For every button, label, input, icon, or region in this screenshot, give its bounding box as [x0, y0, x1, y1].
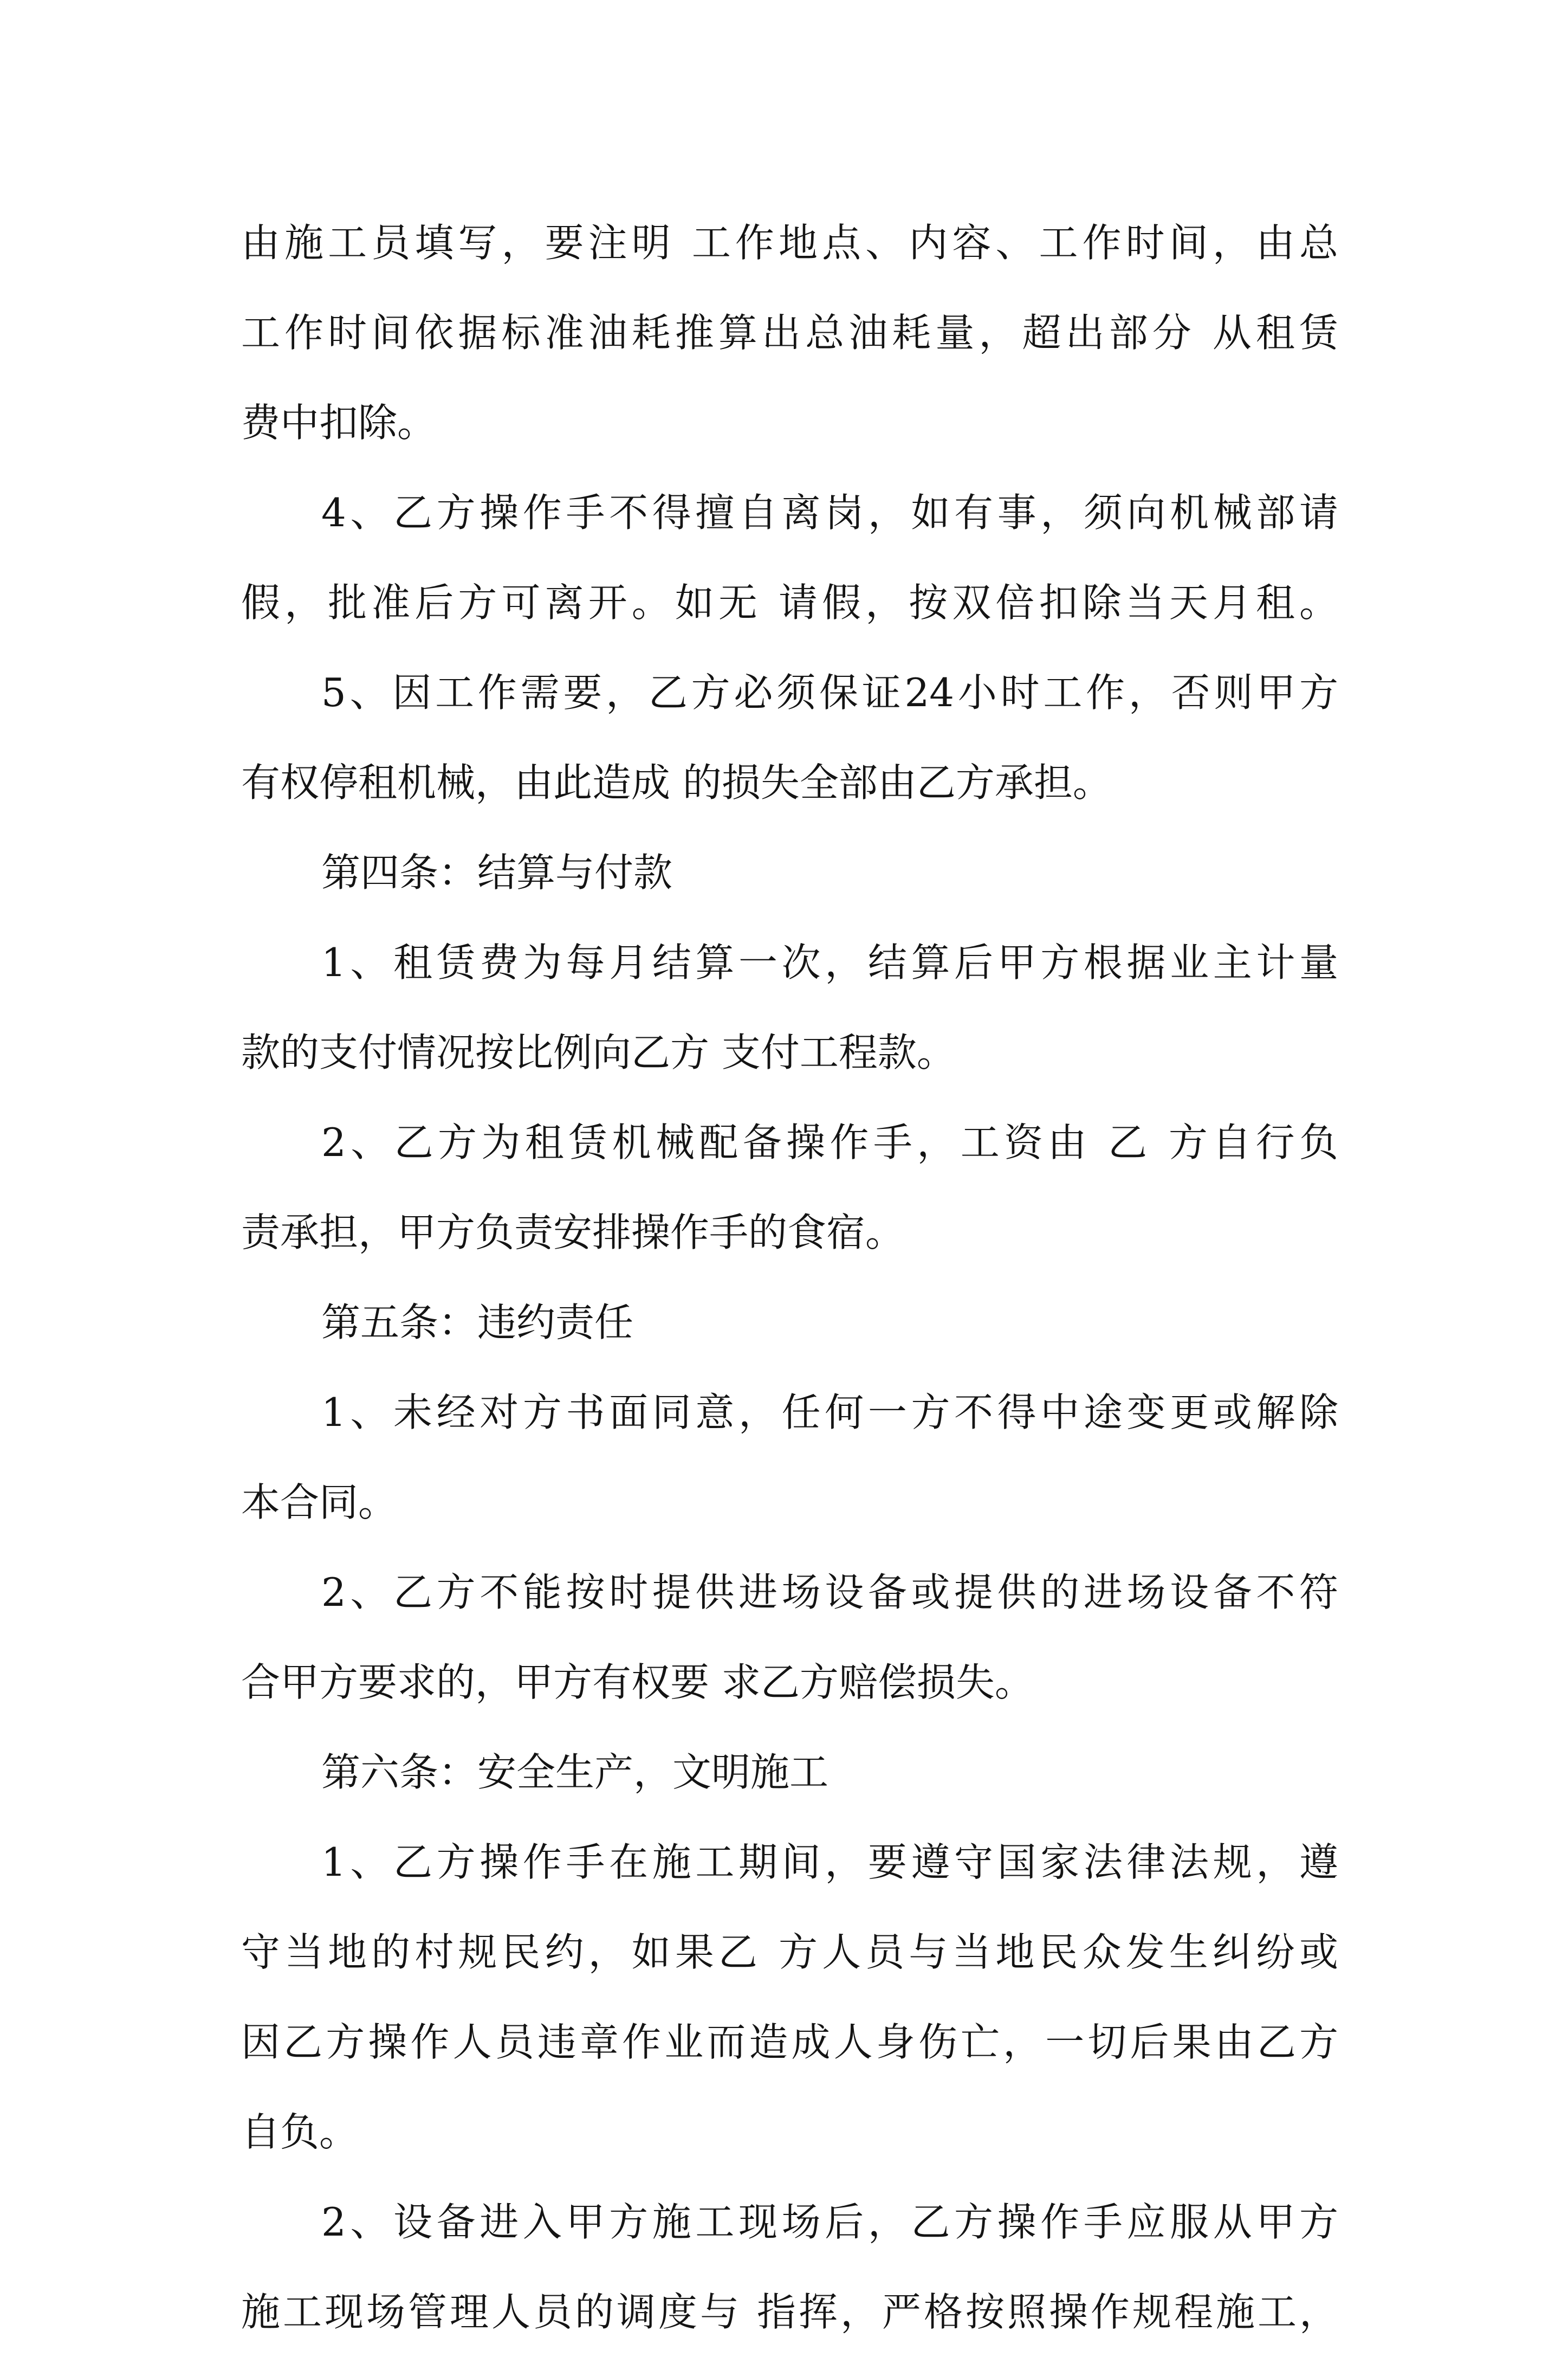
text-line: 合甲方要求的，甲方有权要 求乙方赔偿损失。: [241, 1659, 1034, 1705]
text-line: 5、因工作需要，乙方必须保证24小时工作，否则甲方: [321, 670, 1338, 715]
text-line: 责承担，甲方负责安排操作手的食宿。: [241, 1210, 905, 1255]
text-line: 工作时间依据标准油耗推算出总油耗量，超出部分 从租赁: [241, 310, 1338, 356]
text-line: 2、乙方不能按时提供进场设备或提供的进场设备不符: [321, 1570, 1338, 1615]
text-line: 1、未经对方书面同意，任何一方不得中途变更或解除: [321, 1390, 1338, 1435]
text-line: 因乙方操作人员违章作业而造成人身伤亡，一切后果由乙方: [241, 2019, 1338, 2065]
text-line: 4、乙方操作手不得擅自离岗，如有事，须向机械部请: [321, 490, 1338, 535]
text-line: 施工现场管理人员的调度与 指挥，严格按照操作规程施工，: [241, 2289, 1338, 2335]
text-line: 2、乙方为租赁机械配备操作手，工资由 乙 方自行负: [321, 1120, 1338, 1165]
text-line: 本合同。: [241, 1480, 398, 1525]
text-line: 2、设备进入甲方施工现场后，乙方操作手应服从甲方: [321, 2199, 1338, 2245]
text-line: 1、租赁费为每月结算一次，结算后甲方根据业主计量: [321, 940, 1338, 985]
text-line: 自负。: [241, 2109, 359, 2155]
text-line: 守当地的村规民约，如果乙 方人员与当地民众发生纠纷或: [241, 1929, 1338, 1975]
section-heading: 第五条：违约责任: [321, 1300, 634, 1345]
section-heading: 第四条：结算与付款: [321, 850, 673, 895]
text-line: 由施工员填写，要注明 工作地点、内容、工作时间，由总: [241, 220, 1338, 266]
text-line: 款的支付情况按比例向乙方 支付工程款。: [241, 1030, 956, 1075]
text-line: 1、乙方操作手在施工期间，要遵守国家法律法规，遵: [321, 1839, 1338, 1885]
section-heading: 第六条：安全生产，文明施工: [321, 1749, 829, 1795]
text-line: 费中扣除。: [241, 400, 437, 445]
text-line: 有权停租机械，由此造成 的损失全部由乙方承担。: [241, 760, 1112, 805]
text-line: 假，批准后方可离开。如无 请假，按双倍扣除当天月租。: [241, 580, 1338, 625]
contract-body: [241, 198, 1338, 2357]
